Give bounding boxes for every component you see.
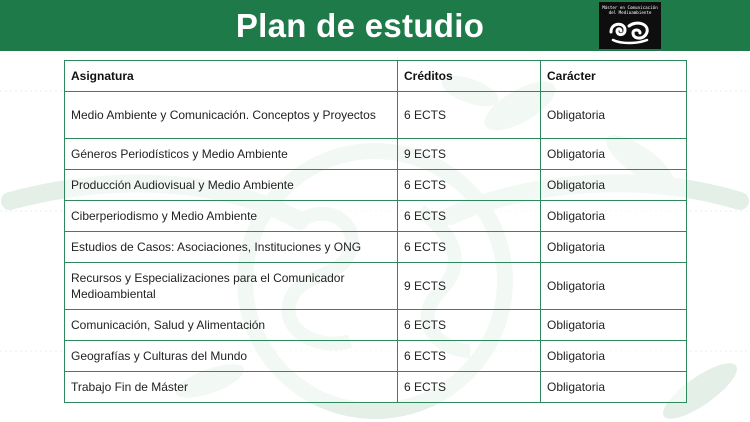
logo-text: Máster en Comunicación del Medioambiente	[602, 5, 658, 15]
cell-creditos: 6 ECTS	[398, 201, 541, 232]
cell-creditos: 6 ECTS	[398, 310, 541, 341]
cell-caracter: Obligatoria	[541, 92, 687, 139]
cell-creditos: 6 ECTS	[398, 232, 541, 263]
cell-creditos: 9 ECTS	[398, 263, 541, 310]
table-header-row	[65, 61, 687, 92]
cell-asignatura: Estudios de Casos: Asociaciones, Instituciones y ONG	[65, 232, 398, 263]
cell-creditos: 6 ECTS	[398, 372, 541, 403]
study-plan-table	[64, 60, 687, 403]
swirl-logo-icon	[607, 18, 653, 46]
cell-asignatura: Producción Audiovisual y Medio Ambiente	[65, 170, 398, 201]
table-row	[65, 201, 687, 232]
column-header-caracter: Carácter	[541, 61, 687, 92]
cell-caracter: Obligatoria	[541, 139, 687, 170]
table-row	[65, 170, 687, 201]
cell-caracter: Obligatoria	[541, 263, 687, 310]
column-header-creditos: Créditos	[398, 61, 541, 92]
cell-asignatura: Géneros Periodísticos y Medio Ambiente	[65, 139, 398, 170]
table-row	[65, 341, 687, 372]
cell-creditos: 6 ECTS	[398, 170, 541, 201]
table-row	[65, 263, 687, 310]
cell-caracter: Obligatoria	[541, 310, 687, 341]
table-row	[65, 232, 687, 263]
cell-asignatura: Comunicación, Salud y Alimentación	[65, 310, 398, 341]
cell-caracter: Obligatoria	[541, 201, 687, 232]
table-row	[65, 139, 687, 170]
cell-creditos: 9 ECTS	[398, 139, 541, 170]
cell-asignatura: Ciberperiodismo y Medio Ambiente	[65, 201, 398, 232]
table-row	[65, 372, 687, 403]
master-logo	[599, 2, 661, 49]
table-row	[65, 310, 687, 341]
cell-asignatura: Trabajo Fin de Máster	[65, 372, 398, 403]
cell-creditos: 6 ECTS	[398, 92, 541, 139]
cell-caracter: Obligatoria	[541, 372, 687, 403]
cell-creditos: 6 ECTS	[398, 341, 541, 372]
page-title: Plan de estudio	[235, 7, 485, 44]
cell-asignatura: Geografías y Culturas del Mundo	[65, 341, 398, 372]
column-header-asignatura: Asignatura	[65, 61, 398, 92]
table-row	[65, 92, 687, 139]
cell-asignatura: Recursos y Especializaciones para el Comunicador Medioambiental	[65, 263, 398, 310]
header-bar	[0, 0, 750, 51]
cell-caracter: Obligatoria	[541, 341, 687, 372]
cell-caracter: Obligatoria	[541, 232, 687, 263]
cell-asignatura: Medio Ambiente y Comunicación. Conceptos y Proyectos	[65, 92, 398, 139]
cell-caracter: Obligatoria	[541, 170, 687, 201]
